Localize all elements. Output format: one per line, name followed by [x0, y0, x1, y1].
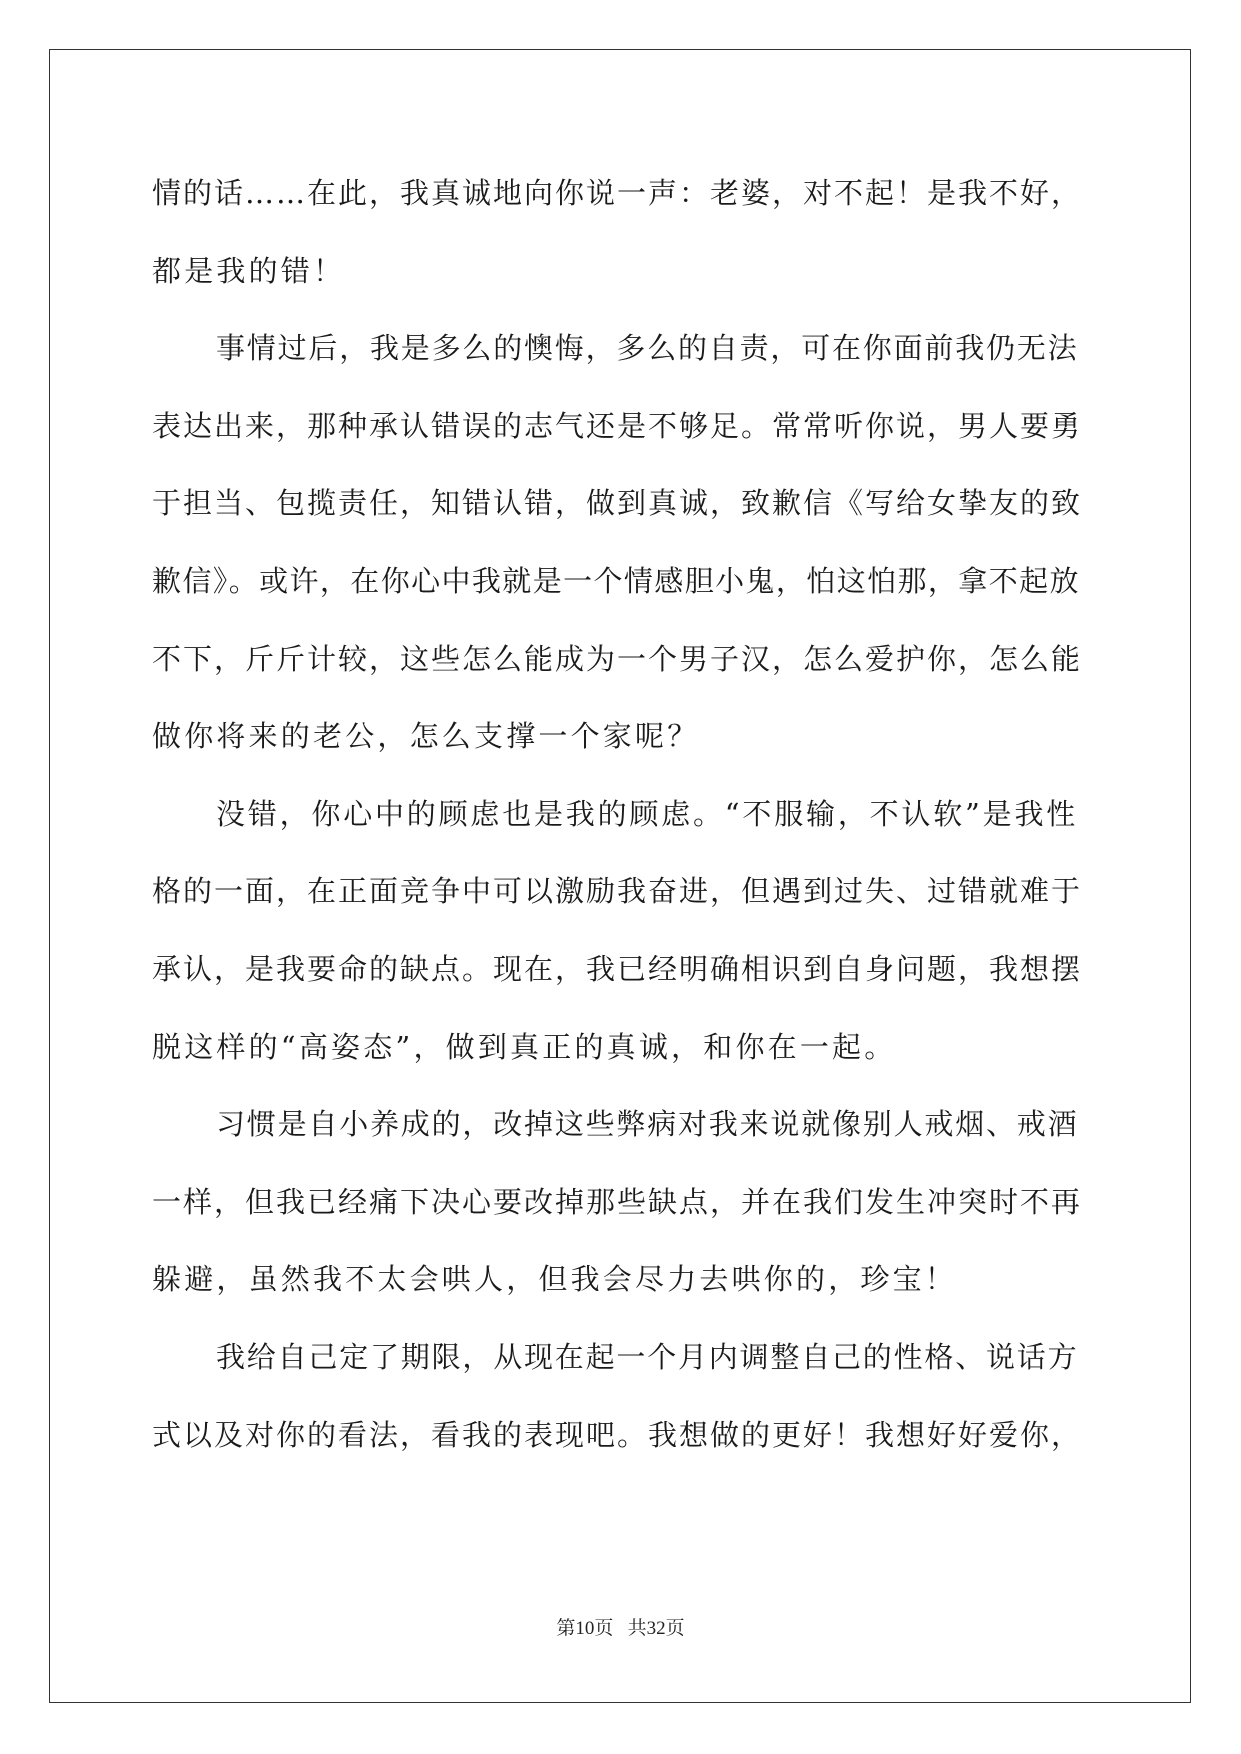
- text-line: 脱这样的“高姿态”，做到真正的真诚，和你在一起。: [152, 1029, 897, 1064]
- text-line: 承认，是我要命的缺点。现在，我已经明确相识到自身问题，我想摆: [152, 951, 1083, 986]
- text-line: 不下，斤斤计较，这些怎么能成为一个男子汉，怎么爱护你，怎么能: [152, 641, 1083, 676]
- paragraph-start-line: 习惯是自小养成的，改掉这些弊病对我来说就像别人戒烟、戒酒: [216, 1107, 1079, 1142]
- paragraph-start-line: 没错，你心中的顾虑也是我的顾虑。“不服输，不认软”是我性: [216, 796, 1079, 831]
- paragraph-start-line: 我给自己定了期限，从现在起一个月内调整自己的性格、说话方: [216, 1339, 1079, 1374]
- text-line: 式以及对你的看法，看我的表现吧。我想做的更好！我想好好爱你，: [152, 1417, 1083, 1452]
- paragraph-start-line: 事情过后，我是多么的懊悔，多么的自责，可在你面前我仍无法: [216, 331, 1079, 366]
- text-line: 格的一面，在正面竞争中可以激励我奋进，但遇到过失、过错就难于: [152, 874, 1083, 909]
- text-line: 情的话……在此，我真诚地向你说一声：老婆，对不起！是我不好，: [152, 176, 1083, 210]
- text-line: 做你将来的老公，怎么支撑一个家呢？: [152, 719, 700, 754]
- text-line: 一样，但我已经痛下决心要改掉那些缺点，并在我们发生冲突时不再: [152, 1184, 1083, 1219]
- document-body: [152, 155, 1082, 1474]
- text-line: 都是我的错！: [152, 253, 346, 288]
- text-line: 表达出来，那种承认错误的志气还是不够足。常常听你说，男人要勇: [152, 408, 1083, 443]
- page-number-footer: 第10页 共32页: [556, 1618, 685, 1639]
- text-line: 于担当、包揽责任，知错认错，做到真诚，致歉信《写给女挚友的致: [152, 486, 1083, 521]
- text-line: 歉信》。或许，在你心中我就是一个情感胆小鬼，怕这怕那，拿不起放: [152, 563, 1080, 598]
- text-line: 躲避，虽然我不太会哄人，但我会尽力去哄你的，珍宝！: [152, 1262, 958, 1297]
